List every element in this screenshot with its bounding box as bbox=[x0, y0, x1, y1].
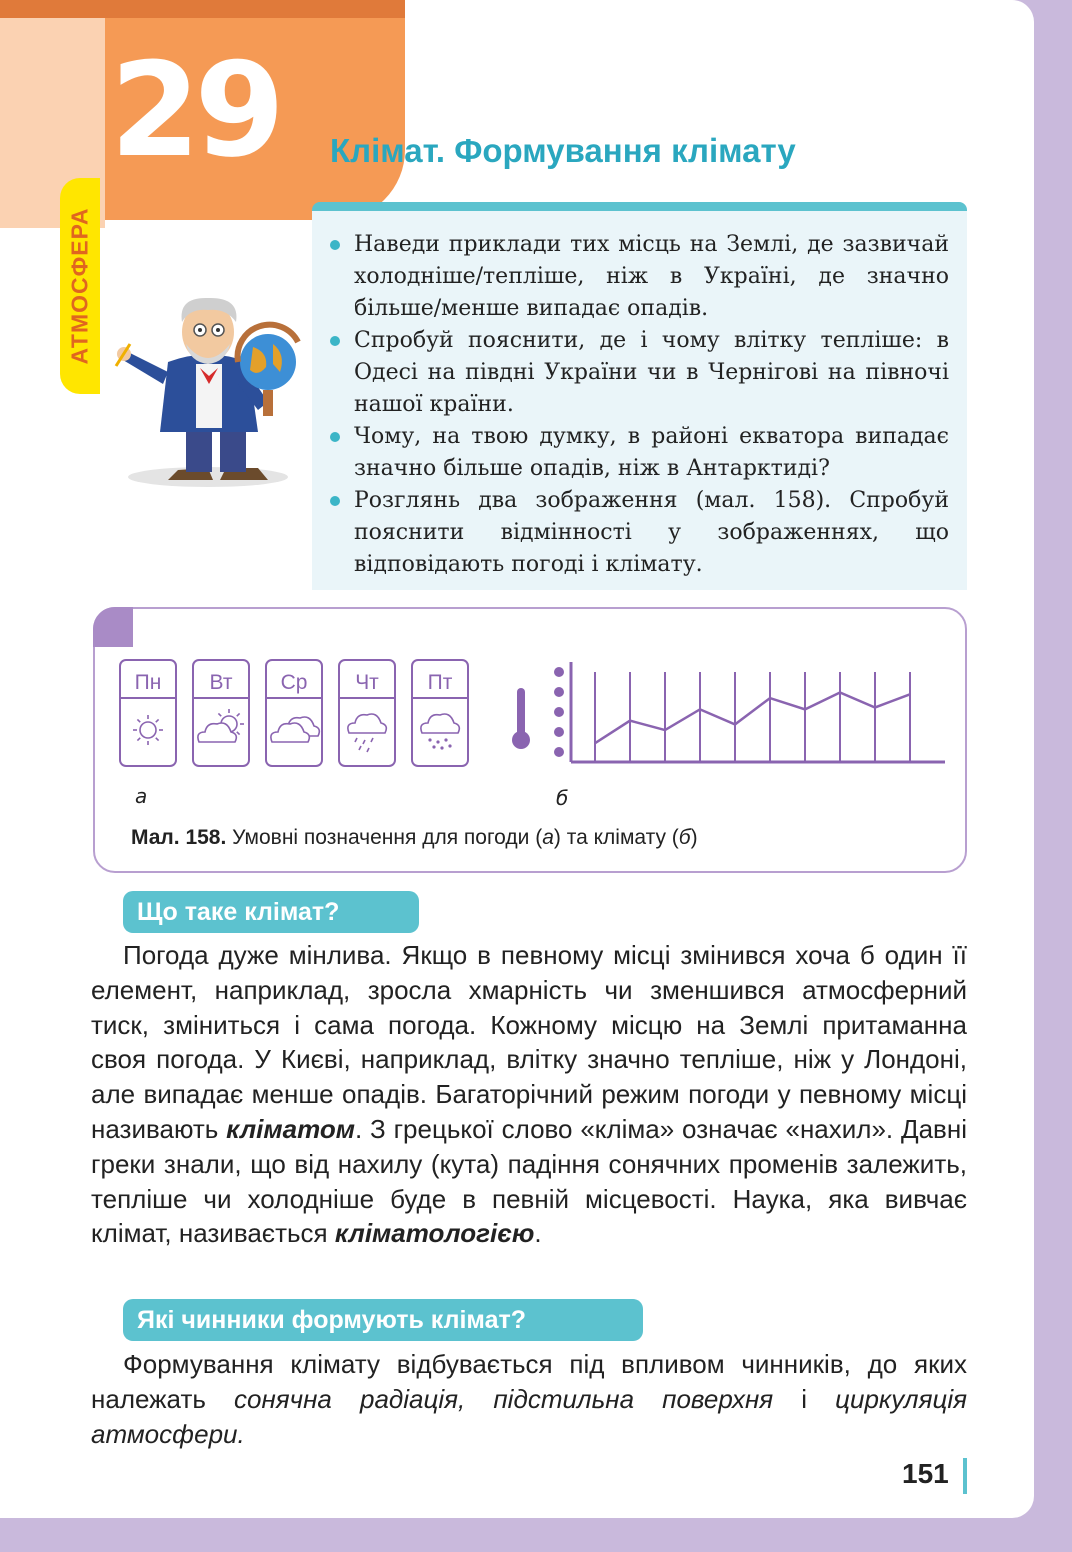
paragraph-text: і bbox=[773, 1383, 836, 1414]
y-tick-dot bbox=[554, 687, 564, 697]
figure-caption bbox=[131, 826, 698, 850]
page-number-bar bbox=[963, 1458, 967, 1494]
y-tick-dot bbox=[554, 667, 564, 677]
weather-card-sun-cloud bbox=[193, 660, 249, 766]
emphasis-term: циркуляція атмосфери. bbox=[91, 1383, 967, 1449]
paragraph-text: . bbox=[534, 1218, 542, 1249]
weather-card-rain bbox=[339, 660, 395, 766]
y-tick-dot bbox=[554, 727, 564, 737]
caption-text: ) bbox=[690, 826, 698, 849]
weather-card-sun bbox=[120, 660, 176, 766]
weekday-label: Вт bbox=[209, 671, 233, 694]
emphasis-term: кліматом bbox=[226, 1113, 355, 1144]
caption-a: а bbox=[542, 826, 554, 849]
question-item: Наведи приклади тих місць на Землі, де зазвичай холодніше/тепліше, ніж в Україні, де значно більше/менше випадає опадів. bbox=[328, 229, 949, 325]
section-label: АТМОСФЕРА bbox=[66, 207, 93, 365]
figure-corner-tab bbox=[93, 607, 133, 647]
figure-label-a: а bbox=[135, 784, 148, 808]
intro-questions-box bbox=[312, 202, 967, 590]
caption-b: б bbox=[678, 826, 691, 849]
weekday-label: Чт bbox=[355, 671, 379, 694]
page-number: 151 bbox=[902, 1458, 949, 1489]
paragraph-text: . З грецької слово «кліма» означає «нахил». Давні греки знали, що від нахилу (кута) падіння сонячних променів залежить, тепліше чи холодніше буде в певній місцевості. Наука, яка вивчає клімат, називається bbox=[91, 1113, 967, 1249]
subheading-climate-factors: Які чинники формують клімат? bbox=[123, 1299, 643, 1341]
page-title: Клімат. Формування клімату bbox=[330, 132, 796, 169]
weather-card-snow bbox=[412, 660, 468, 766]
paragraph-climate-definition bbox=[91, 938, 967, 1251]
figure-label-b: б bbox=[556, 786, 569, 810]
emphasis-term: кліматологією bbox=[334, 1218, 535, 1249]
emphasis-term: сонячна радіація, підстильна поверхня bbox=[234, 1383, 774, 1414]
caption-number: Мал. 158. bbox=[131, 826, 227, 849]
caption-text: ) та клімату ( bbox=[553, 826, 679, 849]
weekday-label: Пн bbox=[134, 671, 162, 694]
weather-forecast-cards bbox=[118, 658, 470, 770]
weather-card-cloud bbox=[266, 660, 322, 766]
weekday-label: Пт bbox=[427, 671, 453, 694]
y-tick-dot bbox=[554, 747, 564, 757]
professor-illustration bbox=[108, 292, 313, 492]
subheading-what-is-climate: Що таке клімат? bbox=[123, 891, 419, 933]
thermometer-icon bbox=[512, 688, 530, 749]
lesson-number: 29 bbox=[110, 34, 279, 186]
caption-text: Умовні позначення для погоди ( bbox=[226, 826, 543, 849]
paragraph-text: Формування клімату відбувається під впливом чинників, до яких належать bbox=[91, 1349, 967, 1414]
orange-top-band bbox=[0, 0, 405, 18]
question-item: Спробуй пояснити, де і чому влітку тепліше: в Одесі на півдні України чи в Чернігові на півночі нашої країни. bbox=[328, 325, 949, 421]
paragraph-climate-factors bbox=[91, 1347, 967, 1451]
paragraph-text: Погода дуже мінлива. Якщо в певному місці змінився хоча б один її елемент, наприклад, зросла хмарність чи зменшився атмосферний тиск, зміниться і сама погода. Кожному місцю на Землі притаманна своя погода. У Києві, наприклад, влітку значно тепліше, ніж у Лондоні, але випадає менше опадів. Багаторічний режим погоди у певному місці називають bbox=[91, 940, 967, 1144]
question-item: Чому, на твою думку, в районі екватора випадає значно більше опадів, ніж в Антарктиді? bbox=[328, 421, 949, 485]
weekday-label: Ср bbox=[280, 671, 308, 694]
y-tick-dot bbox=[554, 707, 564, 717]
question-item: Розглянь два зображення (мал. 158). Спробуй пояснити відмінності у зображеннях, що відповідають погоді і клімату. bbox=[328, 485, 949, 581]
temperature-series-line bbox=[595, 692, 910, 743]
climate-chart bbox=[505, 652, 950, 772]
